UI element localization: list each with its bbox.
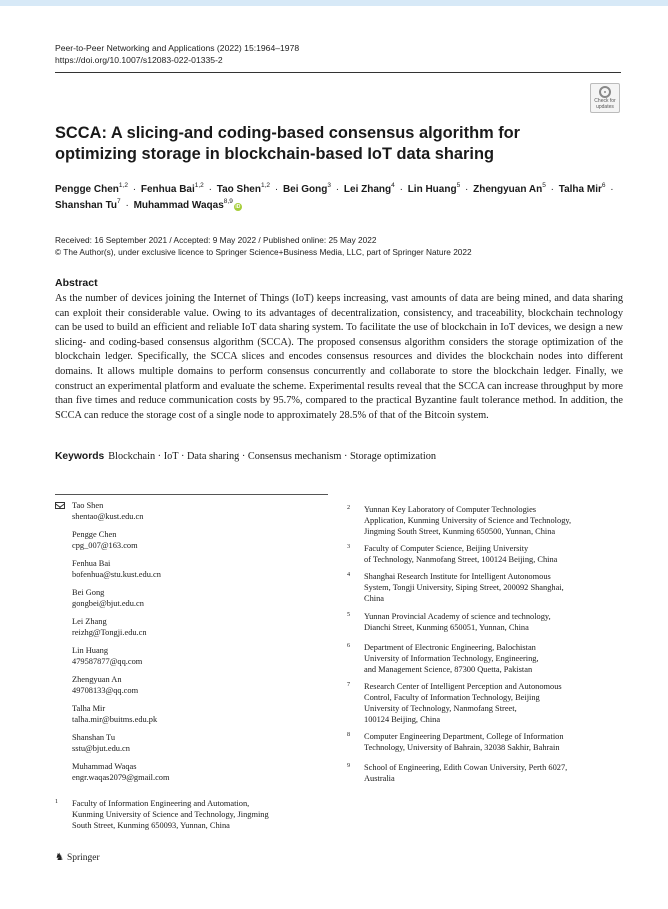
contact-name: Shanshan Tu [72,733,116,742]
affiliation-number: 3 [347,543,351,550]
affiliation-number: 1 [55,798,59,805]
orcid-icon[interactable]: iD [235,204,241,210]
springer-footer [55,852,100,863]
affiliation-line: Australia [364,774,395,783]
keywords-text: Blockchain · IoT · Data sharing · Consensus mechanism · Storage optimization [108,451,437,462]
affiliation-number: 2 [347,504,351,511]
contact-entry [55,500,335,522]
keywords-label: Keywords [55,451,105,462]
copyright-line: © The Author(s), under exclusive licence to Springer Science+Business Media, LLC, part of Springer Nature 2022 [55,247,472,257]
affiliation-number: 6 [347,642,351,649]
author-affiliation-marker: 1,2 [260,182,271,189]
author-name[interactable]: Tao Shen [216,184,261,195]
contact-email[interactable]: engr.waqas2079@gmail.com [72,773,170,782]
author-affiliation-marker: 5 [542,182,546,189]
affiliation-line: Shanghai Research Institute for Intelligent Autonomous [364,572,551,581]
affiliation-line: Technology, University of Bahrain, 32038 Sakhir, Bahrain [364,743,560,752]
author-affiliation-marker: 5 [456,182,461,189]
check-for-updates-badge[interactable] [590,83,620,113]
contact-entry [55,703,335,725]
author-name[interactable]: Fenhua Bai [140,184,195,195]
affiliation-number: 5 [347,611,351,618]
affiliation-6 [347,642,617,675]
author-separator: · [335,184,340,195]
affiliation-number: 8 [347,731,351,738]
contact-entry [55,674,335,696]
affiliation-line: System, Tongji University, Siping Street, 200092 Shanghai, [364,583,564,592]
author-separator: · [464,184,469,195]
author-name[interactable]: Bei Gong [282,184,328,195]
affiliation-8 [347,731,617,753]
footnote-rule [55,494,328,495]
contact-email[interactable]: gongbei@bjut.edu.cn [72,599,144,608]
author-affiliation-marker: 3 [327,182,332,189]
badge-line-1: Check for [594,98,616,104]
affiliation-line: of Technology, Nanmofang Street, 100124 Beijing, China [364,555,558,564]
contact-name: Muhammad Waqas [72,762,137,771]
affiliation-line: Faculty of Computer Science, Beijing University [364,544,529,553]
author-affiliation-marker: 4 [391,182,395,189]
affiliation-line: Yunnan Key Laboratory of Computer Technologies [364,505,537,514]
affiliation-number: 7 [347,681,351,688]
affiliation-1 [55,798,335,831]
affiliation-9 [347,762,617,784]
author-affiliation-marker: 1,2 [118,182,128,189]
affiliation-line: China [364,594,385,603]
check-for-updates-icon [599,86,611,98]
affiliation-line: Jingming South Street, Kunming 650500, Yunnan, China [364,527,556,536]
contact-name: Bei Gong [72,588,105,597]
contact-entry [55,616,335,638]
author-name[interactable]: Lin Huang [407,184,457,195]
affiliation-line: Control, Faculty of Information Technology, Beijing [364,693,540,702]
author-affiliation-marker: 6 [601,182,606,189]
author-separator: · [399,184,403,195]
affiliation-line: Department of Electronic Engineering, Balochistan [364,643,536,652]
contact-email[interactable]: 49708133@qq.com [72,686,139,695]
dates-line: Received: 16 September 2021 / Accepted: 9 May 2022 / Published online: 25 May 2022 [55,235,377,245]
contact-name: Lin Huang [72,646,109,655]
abstract-text: As the number of devices joining the Internet of Things (IoT) keeps increasing, vast amounts of data are being mined, and data sharing can exploit their considerable value. Owing to its advantages of decentralization, consistency, and traceability, blockchain technology can be used to build an efficient and reliable IoT data sharing system. To facilitate the use of blockchain in IoT devices, we design a new slicing- and coding-based consensus algorithm (SCCA). The proposed consensus algorithm considers the storage optimization of the blockchain ledger. Specifically, the SCCA slices and encodes consensus resources and divides the blockchain nodes into different domains. It allows multiple domains to perform consensus concurrently and collaborate to store the blockchain ledger. Finally, we construct an experimental platform and evaluate the scheme. Experimental results reveal that the SCCA can increase throughput by more than five times and reduce communication costs by 95.7%, compared to the practical Byzantine fault tolerance method. In addition, the SCCA can reduce the storage cost of a single node to approximately 28.5% of that of the Bitcoin system. [55,293,623,421]
author-name[interactable]: Muhammad Waqas [133,200,224,211]
author-separator: · [132,184,137,195]
abstract-heading: Abstract [55,277,98,289]
top-accent-bar [0,0,668,6]
affiliation-line: South Street, Kunming 650093, Yunnan, China [72,821,230,830]
author-name[interactable]: Lei Zhang [343,184,392,195]
publication-dates [55,234,472,258]
contact-email[interactable]: shentao@kust.edu.cn [72,512,144,521]
publisher-name: Springer [66,853,100,863]
author-separator: · [610,184,614,195]
contact-name: Lei Zhang [72,617,107,626]
affiliation-line: Faculty of Information Engineering and Automation, [72,799,250,808]
contact-email[interactable]: sstu@bjut.edu.cn [72,744,130,753]
badge-line-2: updates [596,103,614,110]
affiliation-line: School of Engineering, Edith Cowan University, Perth 6027, [364,763,568,772]
affiliation-line: Research Center of Intelligent Perception and Autonomous [364,682,562,691]
author-separator: · [274,184,279,195]
contact-entry [55,645,335,667]
affiliation-line: Application, Kunming University of Science and Technology, [364,516,572,525]
affiliation-number: 4 [347,571,351,578]
affiliation-4 [347,571,617,604]
contact-email[interactable]: talha.mir@buitms.edu.pk [72,715,158,724]
author-name[interactable]: Pengge Chen [55,184,119,195]
paper-title: SCCA: A slicing-and coding-based consensus algorithm for optimizing storage in blockchain-based IoT data sharing [55,124,521,163]
contact-name: Pengge Chen [72,530,117,539]
keywords [55,450,436,463]
contact-email[interactable]: 479587877@qq.com [72,657,143,666]
author-affiliation-marker: 1,2 [194,182,204,189]
contact-email[interactable]: reizhg@Tongji.edu.cn [72,628,147,637]
contact-name: Tao Shen [72,501,104,510]
author-separator: · [208,184,212,195]
contact-entry [55,761,335,783]
affiliation-line: Dianchi Street, Kunming 650051, Yunnan, China [364,623,529,632]
author-separator: · [125,200,129,211]
affiliation-line: University of Technology, Nanmofang Street, [364,704,517,713]
contact-entry [55,529,335,551]
author-name[interactable]: Talha Mir [558,184,602,195]
contact-name: Talha Mir [72,704,106,713]
contact-entry [55,558,335,580]
journal-header [55,42,299,66]
affiliation-7 [347,681,617,725]
contact-name: Zhengyuan An [72,675,122,684]
author-name[interactable]: Shanshan Tu [55,200,118,211]
author-affiliation-marker: 8,9 [223,198,233,205]
doi-link[interactable]: https://doi.org/10.1007/s12083-022-01335-2 [55,55,223,65]
contact-entry [55,587,335,609]
contact-email[interactable]: cpg_007@163.com [72,541,138,550]
author-list [55,182,625,214]
affiliation-2 [347,504,617,537]
affiliation-line: Kunming University of Science and Technology, Jingming [72,810,269,819]
affiliation-line: 100124 Beijing, China [364,715,441,724]
author-separator: · [550,184,554,195]
author-affiliation-marker: 7 [117,198,121,205]
contact-email[interactable]: bofenhua@stu.kust.edu.cn [72,570,161,579]
springer-horse-icon: ♞ [55,852,64,863]
contact-entry [55,732,335,754]
mail-icon [55,502,65,509]
affiliation-line: Computer Engineering Department, College of Information [364,732,564,741]
affiliation-line: University of Information Technology, Engineering, [364,654,539,663]
affiliation-line: and Management Science, 87300 Quetta, Pakistan [364,665,533,674]
affiliation-line: Yunnan Provincial Academy of science and technology, [364,612,551,621]
header-rule [55,72,621,73]
journal-citation: Peer-to-Peer Networking and Applications (2022) 15:1964–1978 [55,43,300,53]
author-name[interactable]: Zhengyuan An [473,184,543,195]
affiliation-3 [347,543,617,565]
contact-name: Fenhua Bai [72,559,111,568]
affiliation-number: 9 [347,762,351,769]
affiliation-5 [347,611,617,633]
